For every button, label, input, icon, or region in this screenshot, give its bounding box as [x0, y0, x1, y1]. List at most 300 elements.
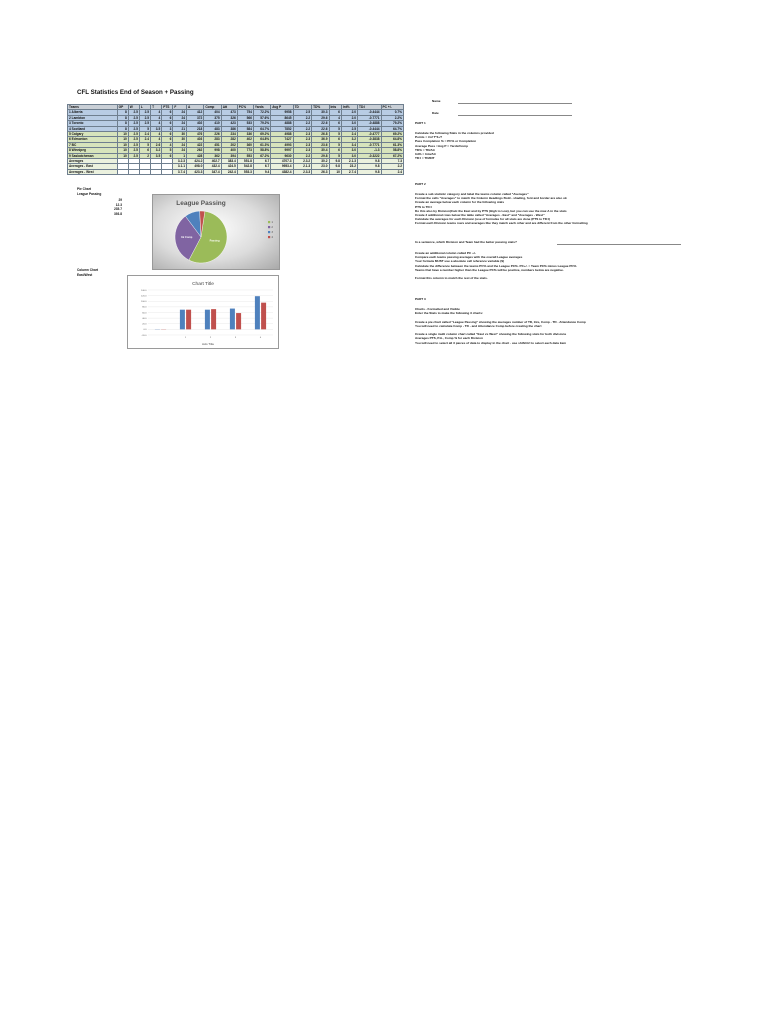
y-tick-label: 20.0: [142, 323, 147, 326]
stat-cell[interactable]: 372: [187, 115, 204, 120]
y-tick-label: 140.0: [141, 289, 147, 292]
bar[interactable]: [236, 313, 241, 329]
stat-cell[interactable]: 218: [187, 126, 204, 131]
column-header: TD%: [312, 105, 329, 110]
stat-cell[interactable]: 483: [204, 126, 221, 131]
stat-cell[interactable]: [128, 169, 139, 174]
stat-cell[interactable]: 10: [117, 153, 128, 158]
stat-cell[interactable]: 4382.4: [271, 169, 293, 174]
stat-cell[interactable]: 473: [221, 110, 237, 115]
column-header: Comp: [204, 105, 221, 110]
stat-cell[interactable]: 8: [117, 126, 128, 131]
team-cell[interactable]: 3 Toronto: [68, 121, 118, 126]
instruction-line: Create a sub statistic category and label the teams column called "Averages": [415, 192, 529, 196]
bar[interactable]: [211, 309, 216, 329]
stat-cell[interactable]: 326: [221, 115, 237, 120]
stat-cell[interactable]: 67.2%: [381, 153, 403, 158]
stat-cell[interactable]: 360: [237, 142, 253, 147]
stat-cell[interactable]: 3.2: [151, 148, 162, 153]
stat-cell[interactable]: 403: [187, 137, 204, 142]
stats-table: [67, 104, 404, 175]
instruction-line: You will need to select all 3 pieces of data to display in the chart - use shift/ctrl to select each data item: [415, 340, 567, 345]
stat-cell[interactable]: 202: [221, 142, 237, 147]
stat-cell[interactable]: 79.2%: [381, 121, 403, 126]
stat-cell[interactable]: 2: [139, 153, 150, 158]
stat-cell[interactable]: 2.5: [128, 153, 139, 158]
stat-cell[interactable]: [139, 169, 150, 174]
stat-cell[interactable]: 375: [204, 115, 221, 120]
stat-cell[interactable]: 423: [221, 121, 237, 126]
stat-cell[interactable]: -0.4777: [358, 131, 382, 136]
x-tick-label: 4: [259, 337, 262, 339]
stat-cell[interactable]: 2.2: [293, 115, 312, 120]
stat-cell[interactable]: 2.3: [293, 131, 312, 136]
instruction-line: You will need to calculate Comp - TD - and Attendance Comp before creating the chart: [415, 323, 542, 328]
stat-cell[interactable]: 2.3.2: [293, 158, 312, 163]
legend-label: 4: [271, 236, 273, 239]
stat-cell[interactable]: 2.5: [128, 115, 139, 120]
stat-cell[interactable]: 30: [173, 131, 187, 136]
instruction-line: Create a pie chart called "League Passing" showing the averages number of TD, Ints, Comp - TD - Attendance Comp: [415, 319, 586, 324]
stat-cell[interactable]: 394: [221, 153, 237, 158]
stat-cell[interactable]: -0.4444: [358, 126, 382, 131]
stat-cell[interactable]: 58.8%: [381, 148, 403, 153]
stat-cell[interactable]: 476: [187, 131, 204, 136]
stat-cell[interactable]: 347.4: [204, 169, 221, 174]
stat-cell[interactable]: 402: [187, 121, 204, 126]
bar[interactable]: [180, 310, 185, 330]
stat-cell[interactable]: 2.1.3: [293, 164, 312, 169]
y-tick-label: 0.0: [143, 329, 147, 332]
stat-cell[interactable]: 6: [329, 137, 341, 142]
stat-cell[interactable]: 6.7: [253, 164, 270, 169]
stat-cell[interactable]: 24: [173, 148, 187, 153]
stat-cell[interactable]: 4988: [271, 131, 293, 136]
column-header: F: [173, 105, 187, 110]
pie-chart-label-block: [77, 187, 101, 196]
team-cell[interactable]: 7 BC: [68, 142, 118, 147]
x-tick-label: 2: [209, 337, 212, 339]
stat-cell[interactable]: 3.2.3: [173, 158, 187, 163]
stat-cell[interactable]: 402: [237, 137, 253, 142]
stat-cell[interactable]: 424.2: [187, 158, 204, 163]
y-tick-label: 100.0: [141, 301, 147, 304]
stat-cell[interactable]: 402.7: [204, 158, 221, 163]
stat-cell[interactable]: 5: [329, 142, 341, 147]
stat-cell[interactable]: 64.7%: [381, 126, 403, 131]
stat-cell[interactable]: 542.8: [237, 164, 253, 169]
stat-cell[interactable]: 2.5: [139, 121, 150, 126]
stat-cell[interactable]: 2.5: [128, 137, 139, 142]
stat-cell[interactable]: 400: [221, 148, 237, 153]
stat-cell[interactable]: 6: [139, 148, 150, 153]
stat-cell[interactable]: 533: [237, 121, 253, 126]
stat-cell[interactable]: 9997: [271, 148, 293, 153]
stat-cell[interactable]: 4: [151, 137, 162, 142]
legend-swatch: [268, 231, 270, 233]
y-tick-label: 40.0: [142, 317, 147, 320]
stat-cell[interactable]: 21: [173, 126, 187, 131]
stat-cell[interactable]: 3.0: [341, 121, 357, 126]
stat-cell[interactable]: 428: [187, 153, 204, 158]
stat-cell[interactable]: 7852: [271, 126, 293, 131]
stat-cell[interactable]: 2.2: [381, 164, 403, 169]
stat-cell[interactable]: -0.7771: [358, 142, 382, 147]
stat-cell[interactable]: [162, 169, 173, 174]
stat-cell[interactable]: 2.5: [128, 126, 139, 131]
team-cell[interactable]: 2 Lambton: [68, 115, 118, 120]
stat-cell[interactable]: 6: [162, 115, 173, 120]
stat-cell[interactable]: 412: [187, 110, 204, 115]
stat-cell[interactable]: 79.2%: [253, 121, 270, 126]
stat-cell[interactable]: 2.4: [381, 169, 403, 174]
stat-cell[interactable]: 72.2%: [253, 110, 270, 115]
stat-cell[interactable]: 2.5: [128, 110, 139, 115]
stat-cell[interactable]: 9.4: [253, 169, 270, 174]
column-header: T: [151, 105, 162, 110]
stat-cell[interactable]: 5: [139, 142, 150, 147]
stat-cell[interactable]: 1: [173, 153, 187, 158]
stat-cell[interactable]: 23.0: [312, 164, 329, 169]
instruction-line: Compare each teams passing averages with the overall League averages: [415, 255, 523, 260]
part2-instructions: [415, 192, 588, 226]
stat-cell[interactable]: 2.5: [293, 110, 312, 115]
stat-cell[interactable]: 30.2: [312, 158, 329, 163]
stat-cell[interactable]: 432.4: [204, 164, 221, 169]
stat-cell[interactable]: 8: [117, 110, 128, 115]
stat-cell[interactable]: 3.0: [341, 153, 357, 158]
stat-cell[interactable]: 773: [237, 148, 253, 153]
date-field[interactable]: [458, 115, 572, 116]
stat-cell[interactable]: 23.6: [312, 142, 329, 147]
stat-cell[interactable]: 4: [329, 115, 341, 120]
stat-cell[interactable]: 69.2%: [381, 131, 403, 136]
stat-cell[interactable]: 6: [162, 153, 173, 158]
stat-cell[interactable]: 9.8: [358, 158, 382, 163]
stat-cell[interactable]: 58.8%: [253, 148, 270, 153]
stat-cell[interactable]: 6: [162, 110, 173, 115]
part3-instructions: [415, 307, 586, 345]
stat-cell[interactable]: 754: [237, 110, 253, 115]
stat-cell[interactable]: 64.7%: [253, 126, 270, 131]
stat-cell[interactable]: 422: [187, 142, 204, 147]
legend-label: 2: [271, 226, 273, 229]
stat-cell[interactable]: 566: [237, 115, 253, 120]
stat-cell[interactable]: 7.3: [381, 158, 403, 163]
column-header: W: [128, 105, 139, 110]
stat-cell[interactable]: 6: [329, 110, 341, 115]
team-cell[interactable]: Averages - East: [68, 164, 118, 169]
team-cell[interactable]: Averages: [68, 158, 118, 163]
stat-cell[interactable]: 2.5: [128, 131, 139, 136]
stat-cell[interactable]: 8645: [271, 115, 293, 120]
stat-cell[interactable]: 2.5: [341, 126, 357, 131]
instruction-line: Calculate the averages for each Division (use of formulas for all stats are done (PTS to TD:I): [415, 217, 550, 222]
instruction-line: Calculate the difference between the teams PC% and the League PC%. PC+/- = Team PC% minus League PC%: [415, 263, 577, 268]
stat-cell[interactable]: 36.9: [312, 137, 329, 142]
stat-cell[interactable]: 6: [329, 148, 341, 153]
value-2: 12.3: [115, 202, 122, 207]
stat-cell[interactable]: 8: [117, 115, 128, 120]
stat-cell[interactable]: 4993: [271, 142, 293, 147]
instruction-line: Create a single multi column chart called "East vs West" showing the following stats for both divisions: [415, 332, 567, 337]
stat-cell[interactable]: 30.3: [312, 110, 329, 115]
stat-cell[interactable]: 404: [204, 110, 221, 115]
stat-cell[interactable]: -0.3222: [358, 153, 382, 158]
stat-cell[interactable]: 2.5: [128, 148, 139, 153]
team-cell[interactable]: Averages - West: [68, 169, 118, 174]
instruction-line: Teams that have a number higher than the League PC% will be positive, numbers below are negative.: [415, 267, 564, 272]
team-cell[interactable]: 5 Calgary: [68, 131, 118, 136]
column-chart[interactable]: [127, 275, 279, 349]
bar[interactable]: [261, 303, 266, 330]
stat-cell[interactable]: 26.8: [312, 131, 329, 136]
stat-cell[interactable]: 2.5: [128, 142, 139, 147]
stat-cell[interactable]: -1.3: [358, 148, 382, 153]
stat-cell[interactable]: [151, 169, 162, 174]
column-header: Teams: [68, 105, 118, 110]
stat-cell[interactable]: 386: [221, 126, 237, 131]
stat-cell[interactable]: 4888: [271, 121, 293, 126]
y-tick-label: 80.0: [142, 306, 147, 309]
stat-cell[interactable]: 2.0: [341, 110, 357, 115]
stat-cell[interactable]: 2.2%: [381, 115, 403, 120]
stat-cell[interactable]: -0.4444: [358, 110, 382, 115]
stat-cell[interactable]: 2.4: [139, 131, 150, 136]
stat-cell[interactable]: 3.1.1: [173, 164, 187, 169]
stat-cell[interactable]: 22.6: [312, 126, 329, 131]
stat-cell[interactable]: 5: [139, 126, 150, 131]
stat-cell[interactable]: 410: [204, 121, 221, 126]
x-tick-label: 1: [184, 337, 187, 339]
stat-cell[interactable]: 3.5: [151, 153, 162, 158]
stat-cell[interactable]: 6: [162, 137, 173, 142]
stat-cell[interactable]: -0.3838: [358, 137, 382, 142]
stat-cell[interactable]: 6: [162, 131, 173, 136]
stat-cell[interactable]: 5: [329, 126, 341, 131]
stat-cell[interactable]: 2.5: [139, 115, 150, 120]
stat-cell[interactable]: 6: [162, 121, 173, 126]
stat-cell[interactable]: -0.4888: [358, 121, 382, 126]
stat-cell[interactable]: 61.3%: [253, 142, 270, 147]
instruction-line: Format each Division teams rows and averages like they match each other and are different from the other formatting: [415, 221, 588, 226]
instruction-line: Enter the Stats to make the following 3 charts:: [415, 311, 484, 316]
stat-cell[interactable]: 4707.3: [271, 158, 293, 163]
team-cell[interactable]: 6 Edmonton: [68, 137, 118, 142]
stat-cell[interactable]: 498.0: [187, 164, 204, 169]
stat-cell[interactable]: 998: [204, 148, 221, 153]
bar[interactable]: [186, 310, 191, 330]
stat-cell[interactable]: 3.0: [341, 148, 357, 153]
stat-cell[interactable]: 9958: [271, 110, 293, 115]
bar[interactable]: [255, 296, 260, 329]
bar[interactable]: [205, 310, 210, 330]
stat-cell[interactable]: 8: [117, 121, 128, 126]
pie-chart[interactable]: [152, 194, 280, 270]
stat-cell[interactable]: 57.6%: [253, 115, 270, 120]
column-header: A: [187, 105, 204, 110]
stat-cell[interactable]: 9.8: [329, 158, 341, 163]
stat-cell[interactable]: 2.4: [341, 131, 357, 136]
stat-cell[interactable]: 2.4: [139, 137, 150, 142]
question-answer-line[interactable]: [557, 244, 681, 245]
stat-cell[interactable]: 10: [329, 169, 341, 174]
team-cell[interactable]: 4 Scotland: [68, 126, 118, 131]
page-title: CFL Statistics End of Season + Passing: [77, 89, 194, 96]
stat-cell[interactable]: 67.2%: [253, 153, 270, 158]
pc-instructions: [415, 251, 576, 280]
stat-cell[interactable]: 226: [204, 131, 221, 136]
instruction-line: TD:I = TD/INT: [415, 156, 435, 161]
stat-cell[interactable]: 5: [329, 131, 341, 136]
stat-cell[interactable]: 2.3.3: [293, 169, 312, 174]
stat-cell[interactable]: 9953.4: [271, 164, 293, 169]
stat-cell[interactable]: 61.3%: [381, 142, 403, 147]
stat-cell[interactable]: 2.2: [293, 126, 312, 131]
stat-cell[interactable]: 30.4: [312, 148, 329, 153]
instruction-line: Format the cells "Averages" to match the Column Headings Bold - shading, font and border are also ok: [415, 196, 567, 201]
stat-cell[interactable]: 383.4: [221, 158, 237, 163]
instruction-line: Format this column to match the rest of the stats.: [415, 276, 488, 281]
column-header: PC +/-: [381, 105, 403, 110]
team-cell[interactable]: 9 Saskatchewan: [68, 153, 118, 158]
stat-cell[interactable]: 4: [151, 131, 162, 136]
stat-cell[interactable]: [117, 169, 128, 174]
stat-cell[interactable]: 3: [162, 126, 173, 131]
stat-cell[interactable]: 4: [162, 142, 173, 147]
column-header: Yards: [253, 105, 270, 110]
stat-cell[interactable]: 424.5: [221, 164, 237, 169]
stat-cell[interactable]: 2.2: [293, 121, 312, 126]
stat-cell[interactable]: 6.7: [253, 158, 270, 163]
column-header: Att: [221, 105, 237, 110]
stat-cell[interactable]: 69.2%: [253, 131, 270, 136]
stat-cell[interactable]: 2.1.3: [341, 158, 357, 163]
pie-title: League Passing: [176, 200, 226, 207]
stat-cell[interactable]: 4: [151, 110, 162, 115]
stat-cell[interactable]: 553: [237, 153, 253, 158]
stat-cell[interactable]: 10: [117, 142, 128, 147]
pie-slice-label: Passing: [209, 239, 220, 243]
stat-cell[interactable]: 2.3: [293, 137, 312, 142]
stat-cell[interactable]: 2.7.4: [341, 169, 357, 174]
pie-chart-label: Pie Chart: [77, 187, 91, 191]
stat-cell[interactable]: 7427: [271, 137, 293, 142]
stat-cell[interactable]: 10: [117, 137, 128, 142]
instruction-line: Points = #of T*3+T: [415, 135, 442, 140]
stat-cell[interactable]: 5: [162, 148, 173, 153]
stat-cell[interactable]: 24: [173, 115, 187, 120]
stat-cell[interactable]: 22.6: [312, 121, 329, 126]
stat-cell[interactable]: 3.4: [341, 142, 357, 147]
stat-cell[interactable]: 0.7%: [381, 110, 403, 115]
stat-cell[interactable]: 2.5: [128, 121, 139, 126]
stat-cell[interactable]: 4: [151, 115, 162, 120]
instruction-line: Your formula MUST use a absolute cell reference variable ($): [415, 259, 505, 264]
column-chart-title: Chart Title: [192, 282, 214, 287]
instruction-line: Average Pass =Avg P = Yards/Comp: [415, 143, 468, 148]
stat-cell[interactable]: 262: [187, 148, 204, 153]
stat-cell[interactable]: 26.3: [312, 169, 329, 174]
stat-cell[interactable]: 6: [329, 121, 341, 126]
stat-cell[interactable]: 234: [221, 131, 237, 136]
stat-cell[interactable]: 3.7.4: [173, 169, 187, 174]
stat-cell[interactable]: 553.3: [237, 169, 253, 174]
stat-cell[interactable]: 9630: [271, 153, 293, 158]
stat-cell[interactable]: 30: [173, 137, 187, 142]
stat-cell[interactable]: 9.8: [329, 164, 341, 169]
name-label: Name: [432, 99, 441, 103]
stat-cell[interactable]: 29.8: [312, 153, 329, 158]
league-passing-values: [108, 198, 122, 216]
column-chart-svg: [128, 276, 278, 348]
stat-cell[interactable]: 423.3: [187, 169, 204, 174]
stat-cell[interactable]: 551.8: [237, 158, 253, 163]
bar[interactable]: [230, 309, 235, 330]
column-header: TD:I: [358, 105, 382, 110]
column-chart-label-block: [77, 268, 98, 277]
stat-cell[interactable]: 336: [237, 131, 253, 136]
stat-cell[interactable]: 9.8: [358, 169, 382, 174]
stat-cell[interactable]: 584: [237, 126, 253, 131]
column-header: PC%: [237, 105, 253, 110]
stat-cell[interactable]: -0.7771: [358, 115, 382, 120]
instruction-line: Create an average below each column for the following stats: [415, 200, 505, 205]
stat-cell[interactable]: 2.2: [293, 153, 312, 158]
stat-cell[interactable]: 3.5: [151, 126, 162, 131]
league-passing-label: League Passing: [77, 191, 102, 196]
column-header: Ints: [329, 105, 341, 110]
y-tick-label: 120.0: [141, 295, 147, 298]
stat-cell[interactable]: 4: [151, 121, 162, 126]
stat-cell[interactable]: 283: [204, 137, 221, 142]
part1-instructions: [415, 131, 494, 160]
stat-cell[interactable]: 64.8%: [253, 137, 270, 142]
stat-cell[interactable]: 3.2: [341, 137, 357, 142]
stat-cell[interactable]: 10: [117, 148, 128, 153]
name-field[interactable]: [458, 103, 572, 104]
stat-cell[interactable]: 362: [204, 153, 221, 158]
stat-cell[interactable]: 2.3: [293, 142, 312, 147]
column-header: Avg P: [271, 105, 293, 110]
legend-label: 3: [271, 231, 273, 234]
stat-cell[interactable]: 29.6: [312, 115, 329, 120]
legend-swatch: [268, 226, 270, 228]
stat-cell[interactable]: 242.4: [221, 169, 237, 174]
stat-cell[interactable]: 2.6: [151, 142, 162, 147]
stat-cell[interactable]: 2.3: [293, 148, 312, 153]
stat-cell[interactable]: 23.2: [341, 164, 357, 169]
stat-cell[interactable]: 24: [173, 142, 187, 147]
stat-cell[interactable]: 2.5: [139, 110, 150, 115]
stat-cell[interactable]: 9.8: [358, 164, 382, 169]
team-cell[interactable]: 1 Alberta: [68, 110, 118, 115]
stat-cell[interactable]: 24: [173, 121, 187, 126]
team-cell[interactable]: 8 Winnipeg: [68, 148, 118, 153]
column-header: L: [139, 105, 150, 110]
part2-title: PART 2: [415, 182, 426, 186]
column-chart-label: Column Chart: [77, 268, 99, 272]
stat-cell[interactable]: 10: [117, 131, 128, 136]
legend-swatch: [268, 236, 270, 238]
stat-cell[interactable]: 5: [329, 153, 341, 158]
stat-cell[interactable]: 64.8%: [381, 137, 403, 142]
stat-cell[interactable]: 24: [173, 110, 187, 115]
stat-cell[interactable]: 451: [204, 142, 221, 147]
instruction-line: Calculate the following Stats in the columns provided: [415, 131, 494, 135]
stat-cell[interactable]: 282: [221, 137, 237, 142]
stat-cell[interactable]: 2.0: [341, 115, 357, 120]
